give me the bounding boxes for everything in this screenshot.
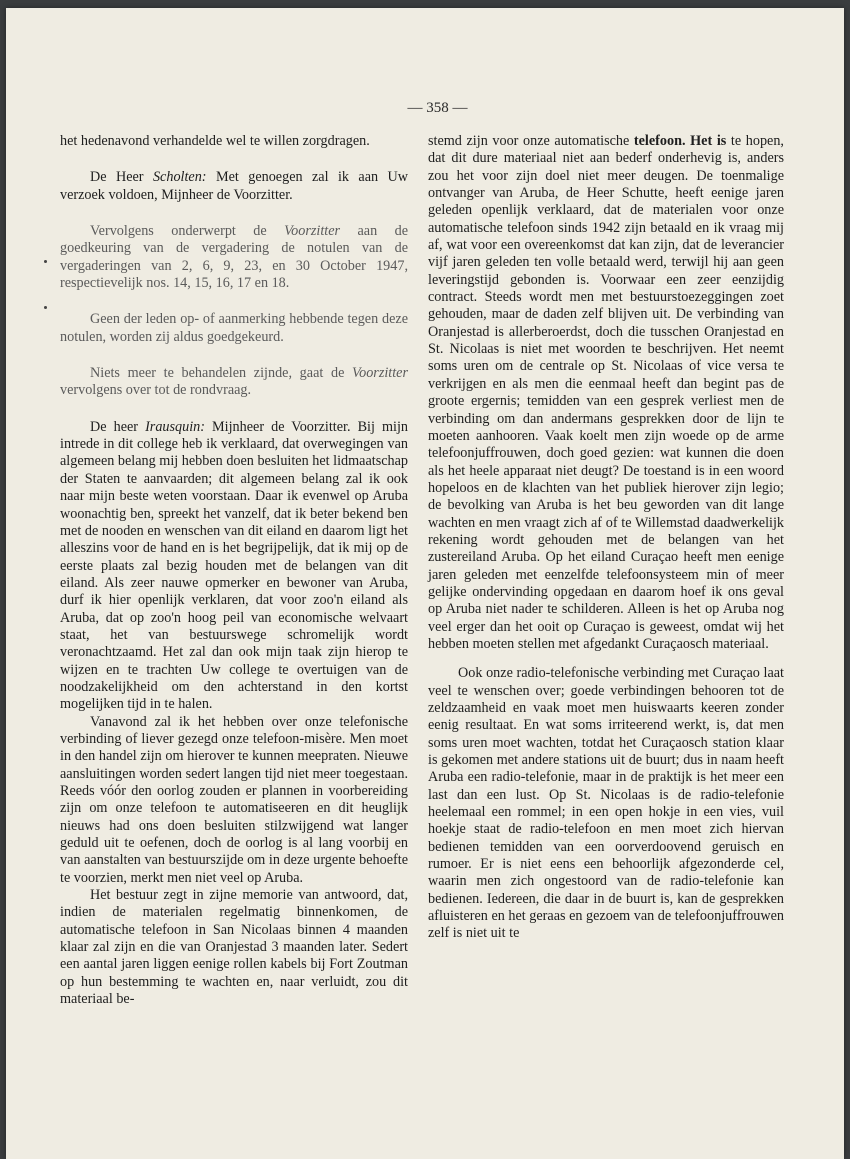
text: stemd zijn voor onze automatische [428, 133, 634, 149]
left-column [60, 133, 408, 1008]
document-page [6, 8, 844, 1159]
bold-text: telefoon. Het is [633, 133, 727, 149]
paragraph [60, 169, 408, 204]
text: De heer [90, 418, 146, 435]
right-column [428, 133, 784, 943]
text: Niets meer te behandelen zijnde, gaat de [90, 365, 353, 382]
margin-mark [44, 260, 47, 263]
speaker-name: Irausquin: [145, 418, 205, 435]
paragraph: Geen der leden op- of aanmerking hebbende tegen deze notulen, worden zij aldus goedgekeurd. [60, 311, 408, 345]
speaker-name: Voorzitter [352, 365, 408, 382]
paragraph: Het bestuur zegt in zijne memorie van antwoord, dat, indien de materialen regelmatig binnenkomen, de automatische telefoon in San Nicolaas binnen 4 maanden klaar zal zijn en die van Oranjestad 3 maanden later. Sedert een aantal jaren liggen eenige rollen kabels bij Fort Zoutman op hun bestemming te wachten en, naar verluidt, zou dit materiaal be- [60, 887, 408, 1008]
paragraph: Ook onze radio-telefonische verbinding met Curaçao laat veel te wenschen over; goede verbindingen behooren tot de zeldzaamheid en vaak moet men huiswaarts keeren zonder eenig resultaat. En wat soms irriteerend werkt, is, dat men soms uren moet wachten, totdat het Curaçaosch station klaar is gekomen met andere stations uit de buurt; dus in naam heeft Aruba een radio-telefonie, maar in de praktijk is het meer een last dan een lust. Op St. Nicolaas is de radio-telefonie heelemaal een rommel; in een open hokje in een vies, vuil hoekje staat de radio-telefoon en men moet zich hiervan bedienen temidden van een oorverdoovend geruisch en rumoer. Er is niet eens een behoorlijk afgezonderde cel, waarin men zich ongestoord van de radio-telefonie kan bedienen. Iedereen, die daar in de buurt is, kan de gesprekken afluisteren en het geraas en gezoem van de telefoonjuffrouwen zelf is niet uit te [428, 665, 784, 942]
text: Mijnheer de Voorzitter. Bij mijn intrede in dit college heb ik verklaard, dat overwegingen van algemeen belang mij hebben doen besluiten het lidmaatschap der Staten te aanvaarden; dit algemeen belang zal ik ook naar mijn beste weten voorstaan. Daar ik evenwel op Aruba woonachtig ben, spreekt het vanzelf, dat ik beter bekend ben met de nooden en wenschen van dit eiland en daarom ligt het alleszins voor de hand en is het begrijpelijk, dat ik mij op de eerste plaats zal bezig houden met de belangen van dit eiland. Als zeer nauwe opmerker en bewoner van Aruba, durf ik hier openlijk verklaren, dat voor zoo'n eiland als Aruba, dat op zoo'n hoog peil van economische welvaart staat, het van bestuurswege schromelijk wordt veronachtzaamd. Het zal dan ook mijn taak zijn hierop te wijzen en te trachten Uw college te overtuigen van de noodzakelijkheid om den achterstand in den kortst mogelijken tijd in te halen. [60, 418, 408, 713]
text: vervolgens over tot de rondvraag. [60, 382, 252, 399]
text: aan de goedkeuring van de vergadering de notulen van de vergaderingen van 2, 6, 9, 23, en 30 October 1947, respectievelijk nos. 14, 15, 16, 17 en 18. [60, 223, 408, 292]
page-number: — 358 — [407, 100, 468, 116]
speaker-name: Scholten: [152, 169, 207, 186]
paragraph [60, 419, 408, 714]
paragraph: het hedenavond verhandelde wel te willen zorgdragen. [60, 133, 370, 149]
text: Met genoegen zal ik aan Uw verzoek voldoen, Mijnheer de Voorzitter. [60, 169, 409, 203]
margin-mark [44, 306, 47, 309]
text: De Heer [90, 169, 153, 186]
paragraph [60, 365, 408, 400]
text: Vervolgens onderwerpt de [90, 223, 285, 240]
paragraph: Vanavond zal ik het hebben over onze telefonische verbinding of liever gezegd onze telefoon-misère. Men moet in den handel zijn om hierover te kunnen meepraten. Nieuwe aansluitingen worden sedert langen tijd niet meer toegestaan. Reeds vóór den oorlog zouden er plannen in voorbereiding zijn om onze telefoon te automatiseeren en dit heuglijk nieuws had ons doen besluiten stilzwijgend wat langer geduld uit te oefenen, doch de oorlog is al lang voorbij en van aanstalten van bestuurszijde om in deze urgente behoefte te voorzien, merkt men niet veel op Aruba. [60, 713, 408, 886]
speaker-name: Voorzitter [284, 223, 341, 240]
text: te hopen, dat dit dure materiaal niet aan bederf onderhevig is, anders zou het voor zijn doel niet meer deugen. De toenmalige ontvanger van Aruba, de Heer Schutte, heeft eenige jaren geleden openlijk verklaard, dat de materialen voor onze automatische telefoon sinds 1942 zijn betaald en ik vraag mij af, wat voor een overeenkomst dat kan zijn, dat de leverancier vijf jaren geleden ten volle betaald werd, terwijl hij aan geen leveringstijd gebonden is. Voorwaar een zeer eenzijdig contract. Steeds wordt men met bestuurstoezeggingen zoet gehouden, maar de daden zelf blijven uit. De verbinding van Oranjestad is allerberoerdst, doch die tusschen Oranjestad en St. Nicolaas is niet met woorden te beschrijven. Het neemt soms uren om de centrale op St. Nicolaas of vice versa te verkrijgen en als men die eenmaal heeft dan begint pas de groote ergernis; temidden van een gesprek verliest men de verbinding om dan andermans gesprekken door de lijn te moeten aanhooren. Vaak koelt men zijn woede op de arme telefoonjuffrouwen, doch goed gezien: wat kunnen die doen als het heele apparaat niet deugt? De toestand is in een woord hopeloos en de klachten van het publiek hierover zijn legio; de bevolking van Aruba is het beu geworden van dit lange wachten en men vraagt zich af of te Willemstad daadwerkelijk rekening wordt gehouden met de belangen van het zustereiland Aruba. Op het eiland Curaçao heeft men eenige jaren geleden met eenzelfde telefoonsysteem min of meer gelijke ondervinding opgedaan en daarom hoef ik ons geval op Aruba niet nader te schilderen. Alleen is het op Aruba nog veel erger dan het ooit op Curaçao is geweest, omdat wij het hebben moeten stellen met afgedankt Curaçaosch materiaal. [428, 133, 784, 652]
paragraph [60, 223, 408, 292]
paragraph [428, 133, 784, 653]
